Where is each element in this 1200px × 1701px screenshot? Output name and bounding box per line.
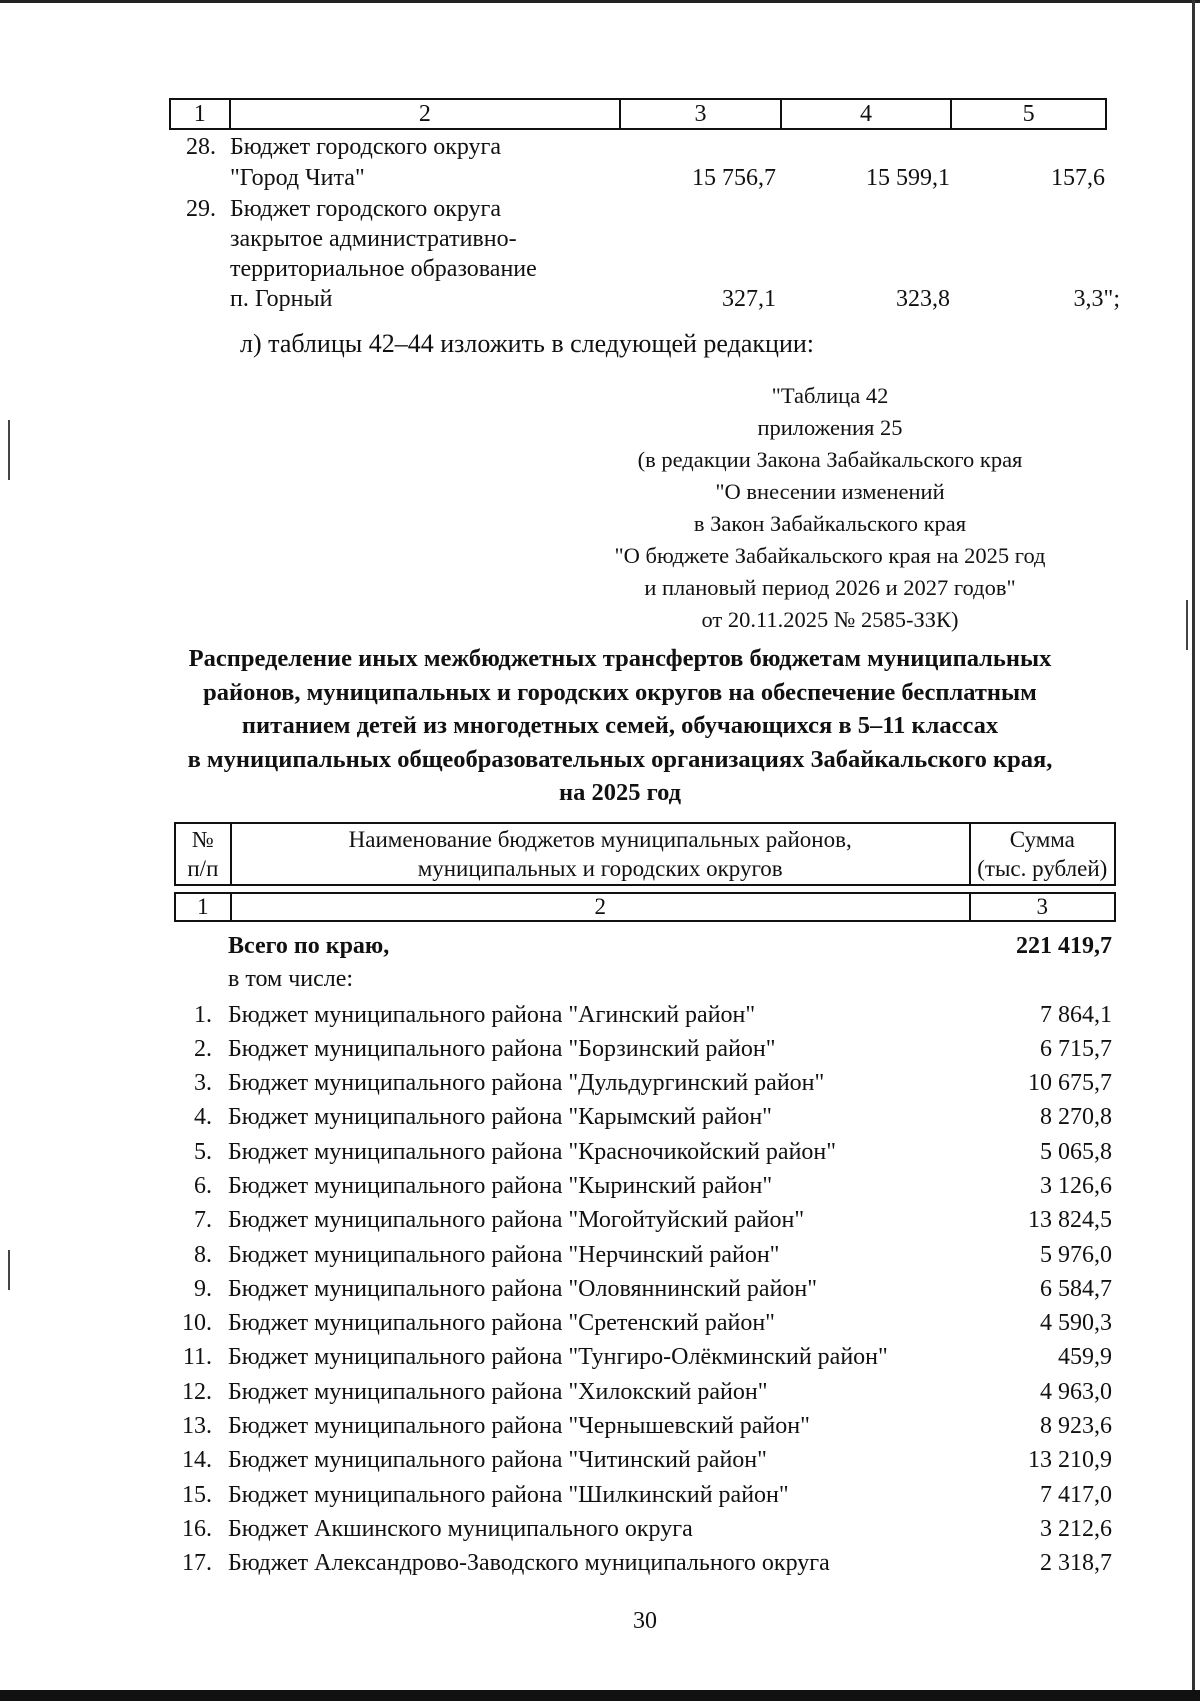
page-number: 30 (633, 1608, 657, 1634)
top-row-col4: 15 599,1 (866, 165, 950, 191)
table-row: 12. Бюджет муниципального района "Хилокский район" 4 963,0 (182, 1379, 1112, 1405)
total-row (174, 929, 1116, 963)
top-table-header (169, 98, 1107, 130)
appendix-line: от 20.11.2025 № 2585-ЗЗК) (701, 607, 959, 632)
col-number-1: 1 (197, 894, 209, 919)
col-number-2: 2 (230, 894, 969, 920)
table-row: 4. Бюджет муниципального района "Карымский район" 8 270,8 (194, 1104, 1112, 1130)
top-header-col-4: 4 (780, 100, 951, 128)
appendix-line: в Закон Забайкальского края (693, 511, 967, 536)
title-line: питанием детей из многодетных семей, обучающихся в 5–11 классах (241, 712, 999, 739)
table-row: 3. Бюджет муниципального района "Дульдургинский район" 10 675,7 (194, 1070, 1112, 1096)
table-row: 10. Бюджет муниципального района "Сретенский район" 4 590,3 (182, 1310, 1112, 1336)
col-number-3: 3 (969, 894, 1114, 920)
top-header-col-2: 2 (229, 100, 620, 128)
appendix-line: "О внесении изменений (715, 479, 945, 504)
including-label: в том числе: (228, 966, 354, 992)
appendix-line: и плановый период 2026 и 2027 годов" (644, 575, 1016, 600)
table-row: 11. Бюджет муниципального района "Тунгиро-Олёкминский район" 459,9 (182, 1344, 1112, 1370)
total-value: 221 419,7 (1016, 933, 1112, 959)
top-row-number: 29. (186, 196, 216, 222)
top-row-col3: 327,1 (722, 286, 776, 312)
table-row: 16. Бюджет Акшинского муниципального округа 3 212,6 (182, 1516, 1112, 1542)
appendix-reference (580, 380, 1080, 636)
table-row: 17. Бюджет Александрово-Заводского муниципального округа 2 318,7 (182, 1550, 1112, 1576)
appendix-line: (в редакции Закона Забайкальского края (637, 447, 1023, 472)
table-row: 7. Бюджет муниципального района "Могойтуйский район" 13 824,5 (194, 1207, 1112, 1233)
including-row (174, 962, 1116, 996)
top-row-number: 28. (186, 134, 216, 160)
table-row: 6. Бюджет муниципального района "Кыринский район" 3 126,6 (194, 1173, 1112, 1199)
top-row-name-line: п. Горный (230, 286, 333, 312)
table-row: 2. Бюджет муниципального района "Борзинский район" 6 715,7 (194, 1036, 1112, 1062)
top-row-name-line: территориальное образование (230, 256, 537, 282)
top-row-name-line: закрытое административно- (230, 226, 517, 252)
top-row-name-line: Бюджет городского округа (230, 134, 502, 160)
top-row-name-line: Бюджет городского округа (230, 196, 502, 222)
title-line: в муниципальных общеобразовательных организациях Забайкальского края, (187, 745, 1053, 773)
amendment-text: л) таблицы 42–44 изложить в следующей редакции: (240, 329, 814, 358)
table-row: 8. Бюджет муниципального района "Нерчинский район" 5 976,0 (194, 1242, 1112, 1268)
top-header-col-1: 1 (193, 101, 206, 127)
top-header-col-3: 3 (619, 100, 780, 128)
main-table-col-numbers (174, 892, 1116, 922)
appendix-line: "О бюджете Забайкальского края на 2025 год (614, 543, 1046, 568)
main-table-header (174, 822, 1116, 886)
top-row-col3: 15 756,7 (692, 165, 776, 191)
top-header-col-5: 5 (950, 100, 1105, 128)
table-row: 5. Бюджет муниципального района "Красночикойский район" 5 065,8 (194, 1139, 1112, 1165)
top-row-name-line: "Город Чита" (230, 165, 365, 191)
header-number: № п/п (187, 827, 219, 881)
appendix-line: приложения 25 (757, 415, 903, 440)
top-row-col4: 323,8 (896, 286, 950, 312)
header-name: Наименование бюджетов муниципальных районов, муниципальных и городских округов (230, 824, 969, 884)
title-line: на 2025 год (558, 779, 682, 806)
appendix-line: "Таблица 42 (771, 383, 889, 408)
table-row: 1. Бюджет муниципального района "Агинский район" 7 864,1 (194, 1002, 1112, 1028)
header-sum: Сумма (тыс. рублей) (969, 824, 1114, 884)
table-row: 15. Бюджет муниципального района "Шилкинский район" 7 417,0 (182, 1482, 1112, 1508)
table-row: 14. Бюджет муниципального района "Читинский район" 13 210,9 (182, 1447, 1112, 1473)
top-row-col5: 3,3"; (1073, 286, 1120, 312)
title-line: районов, муниципальных и городских округов на обеспечение бесплатным (203, 678, 1037, 706)
table-row: 13. Бюджет муниципального района "Чернышевский район" 8 923,6 (182, 1413, 1112, 1439)
table-row: 9. Бюджет муниципального района "Оловяннинский район" 6 584,7 (194, 1276, 1112, 1302)
table-title (140, 642, 1100, 810)
total-label: Всего по краю, (228, 933, 390, 959)
title-line: Распределение иных межбюджетных трансфертов бюджетам муниципальных (188, 645, 1052, 672)
top-row-col5: 157,6 (1051, 165, 1105, 191)
